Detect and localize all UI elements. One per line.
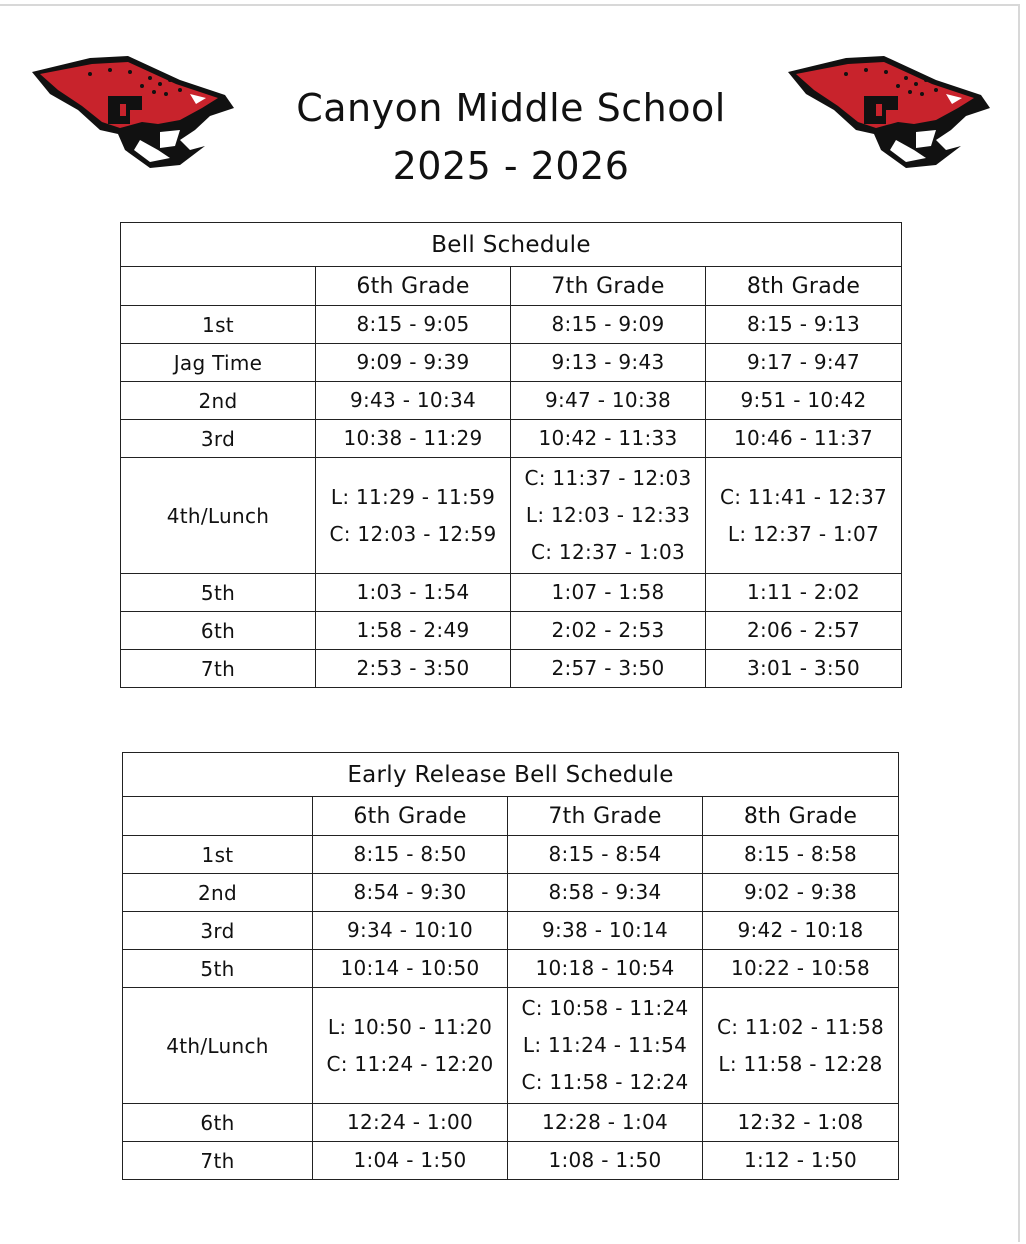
time-range: 8:15 - 8:54 (548, 842, 662, 866)
period-label: 2nd (121, 382, 316, 420)
time-cell (706, 382, 902, 420)
time-cell (508, 912, 703, 950)
time-range: 8:15 - 9:09 (551, 312, 665, 336)
time-range: C: 12:03 - 12:59 (329, 521, 497, 546)
time-range: 10:14 - 10:50 (340, 956, 480, 980)
table-row (121, 650, 902, 688)
time-cell (511, 574, 706, 612)
time-cell (313, 950, 508, 988)
time-range: C: 11:02 - 11:58 (716, 1014, 885, 1039)
table-row (123, 1104, 899, 1142)
school-year: 2025 - 2026 (392, 144, 630, 188)
period-label: 4th/Lunch (121, 458, 316, 574)
time-range: 8:58 - 9:34 (548, 880, 662, 904)
time-cell (313, 1104, 508, 1142)
column-header: 6th Grade (316, 267, 511, 306)
time-range: 2:53 - 3:50 (356, 656, 470, 680)
table-row (121, 458, 902, 574)
time-cell (511, 420, 706, 458)
time-range: 9:47 - 10:38 (544, 388, 672, 412)
table-row (123, 1142, 899, 1180)
bell-schedule-table (120, 222, 902, 688)
time-range: 9:13 - 9:43 (551, 350, 665, 374)
time-cell (703, 988, 899, 1104)
time-cell (706, 612, 902, 650)
time-range: C: 11:37 - 12:03 (524, 466, 692, 490)
time-cell (511, 650, 706, 688)
school-title: Canyon Middle School (296, 86, 726, 130)
time-cell (703, 1142, 899, 1180)
time-range: 9:17 - 9:47 (746, 350, 861, 374)
table-row (123, 912, 899, 950)
time-cell (316, 306, 511, 344)
time-cell (313, 1142, 508, 1180)
time-cell (703, 1104, 899, 1142)
time-range: 2:06 - 2:57 (746, 618, 861, 642)
table-row (121, 344, 902, 382)
time-range: 8:15 - 8:50 (353, 842, 467, 866)
time-cell (511, 344, 706, 382)
time-cell (313, 836, 508, 874)
period-label: 6th (121, 612, 316, 650)
time-cell (316, 574, 511, 612)
time-range: C: 11:24 - 12:20 (326, 1051, 494, 1076)
time-range: 9:09 - 9:39 (356, 350, 470, 374)
period-label: Jag Time (121, 344, 316, 382)
time-range: C: 11:41 - 12:37 (719, 484, 888, 509)
column-header: 8th Grade (706, 267, 902, 306)
time-range: L: 10:50 - 11:20 (327, 1014, 493, 1039)
time-range: 9:43 - 10:34 (349, 388, 477, 412)
period-label: 7th (121, 650, 316, 688)
time-range: 3:01 - 3:50 (746, 656, 861, 680)
period-label: 5th (123, 950, 313, 988)
table-row (121, 574, 902, 612)
time-cell (703, 912, 899, 950)
time-range: 12:24 - 1:00 (346, 1110, 474, 1134)
time-cell (706, 344, 902, 382)
header-row (123, 797, 899, 836)
time-range: 8:15 - 9:05 (356, 312, 470, 336)
time-range: 10:46 - 11:37 (733, 426, 874, 450)
time-range: 1:04 - 1:50 (353, 1148, 467, 1172)
table-row (121, 612, 902, 650)
time-range: 9:38 - 10:14 (541, 918, 669, 942)
period-label: 4th/Lunch (123, 988, 313, 1104)
time-cell (508, 988, 703, 1104)
table-row (121, 382, 902, 420)
time-range: L: 11:58 - 12:28 (718, 1051, 883, 1076)
time-range: 1:03 - 1:54 (356, 580, 470, 604)
time-cell (316, 382, 511, 420)
time-range: L: 11:24 - 11:54 (522, 1033, 688, 1057)
time-cell (313, 874, 508, 912)
time-range: 1:11 - 2:02 (746, 580, 861, 604)
time-range: 1:08 - 1:50 (548, 1148, 662, 1172)
time-cell (511, 382, 706, 420)
time-range: 12:28 - 1:04 (541, 1110, 669, 1134)
time-range: L: 11:29 - 11:59 (330, 484, 496, 509)
early-release-schedule-table (122, 752, 899, 1180)
time-range: 9:02 - 9:38 (743, 880, 858, 904)
time-range: C: 10:58 - 11:24 (521, 996, 689, 1020)
time-cell (316, 612, 511, 650)
table-row (121, 420, 902, 458)
time-range: 1:58 - 2:49 (356, 618, 470, 642)
table-row (123, 836, 899, 874)
time-cell (316, 458, 511, 574)
time-cell (511, 458, 706, 574)
period-label: 3rd (123, 912, 313, 950)
time-cell (706, 574, 902, 612)
table-row (123, 874, 899, 912)
time-cell (703, 874, 899, 912)
period-label: 5th (121, 574, 316, 612)
time-cell (508, 836, 703, 874)
time-range: 8:54 - 9:30 (353, 880, 467, 904)
table-row (123, 950, 899, 988)
time-range: 9:51 - 10:42 (740, 388, 867, 412)
time-cell (706, 458, 902, 574)
time-range: 10:18 - 10:54 (535, 956, 675, 980)
time-cell (703, 836, 899, 874)
period-label: 7th (123, 1142, 313, 1180)
time-range: 1:07 - 1:58 (551, 580, 665, 604)
time-cell (703, 950, 899, 988)
column-header (121, 267, 316, 306)
column-header (123, 797, 313, 836)
table-row (121, 306, 902, 344)
time-cell (316, 650, 511, 688)
time-range: L: 12:37 - 1:07 (727, 521, 880, 546)
time-range: 10:22 - 10:58 (730, 956, 871, 980)
time-range: 8:15 - 9:13 (746, 312, 861, 336)
period-label: 6th (123, 1104, 313, 1142)
period-label: 2nd (123, 874, 313, 912)
time-cell (313, 912, 508, 950)
time-range: 2:02 - 2:53 (551, 618, 665, 642)
time-cell (706, 650, 902, 688)
time-cell (706, 420, 902, 458)
time-range: L: 12:03 - 12:33 (525, 503, 691, 527)
column-header: 6th Grade (313, 797, 508, 836)
time-cell (706, 306, 902, 344)
time-range: 10:42 - 11:33 (538, 426, 678, 450)
period-label: 1st (121, 306, 316, 344)
time-range: C: 12:37 - 1:03 (530, 540, 686, 564)
time-cell (508, 1104, 703, 1142)
period-label: 3rd (121, 420, 316, 458)
time-cell (508, 1142, 703, 1180)
period-label: 1st (123, 836, 313, 874)
column-header: 7th Grade (511, 267, 706, 306)
time-range: 12:32 - 1:08 (737, 1110, 864, 1134)
time-cell (508, 950, 703, 988)
time-cell (511, 612, 706, 650)
time-range: 1:12 - 1:50 (743, 1148, 858, 1172)
time-cell (511, 306, 706, 344)
table-title: Early Release Bell Schedule (123, 753, 899, 797)
time-range: 10:38 - 11:29 (343, 426, 483, 450)
table-row (123, 988, 899, 1104)
column-header: 7th Grade (508, 797, 703, 836)
time-range: 9:42 - 10:18 (737, 918, 864, 942)
time-range: 9:34 - 10:10 (346, 918, 474, 942)
header-row (121, 267, 902, 306)
time-range: 2:57 - 3:50 (551, 656, 665, 680)
time-cell (316, 344, 511, 382)
time-cell (316, 420, 511, 458)
column-header: 8th Grade (703, 797, 899, 836)
table-title: Bell Schedule (121, 223, 902, 267)
time-cell (508, 874, 703, 912)
time-range: C: 11:58 - 12:24 (521, 1070, 689, 1094)
time-range: 8:15 - 8:58 (743, 842, 858, 866)
time-cell (313, 988, 508, 1104)
